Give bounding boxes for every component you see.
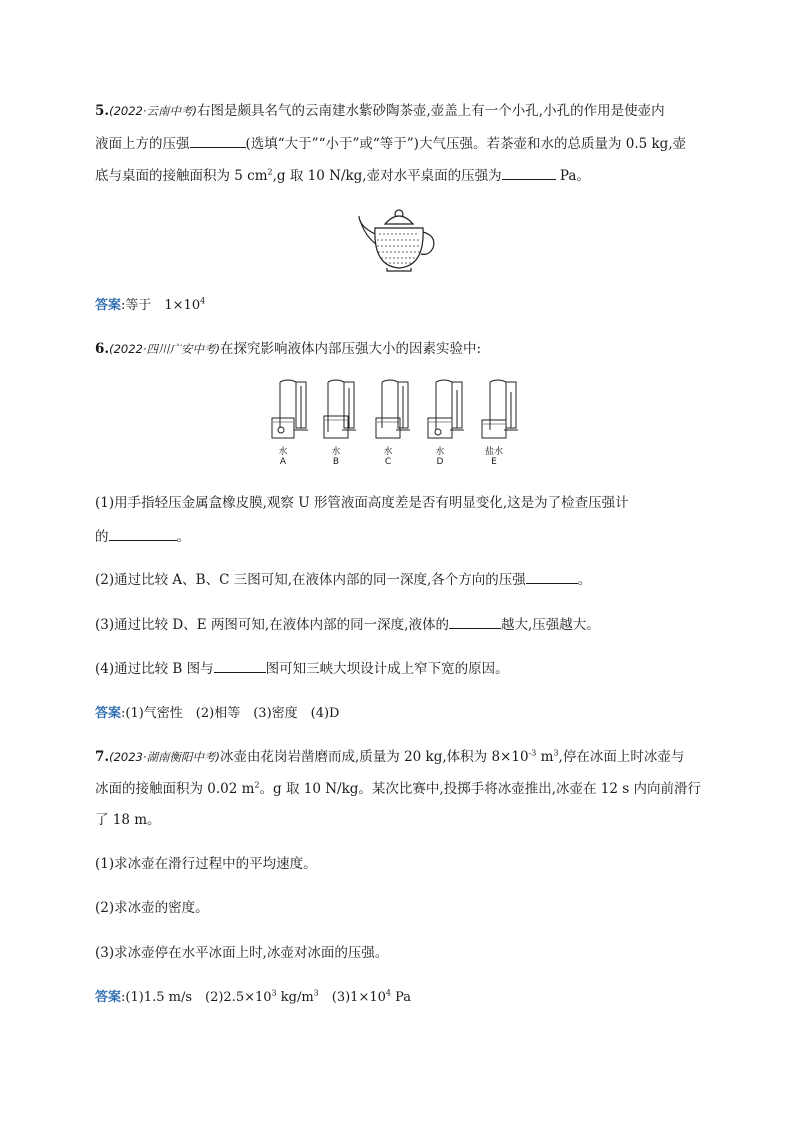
beaker-d: [428, 418, 452, 438]
q6-sub-3a: (3)通过比较 D、E 两图可知,在液体内部的同一深度,液体的: [95, 617, 449, 633]
setup-e: [482, 380, 518, 438]
q7-answer-d: Pa: [390, 990, 412, 1005]
q5-answer-label: 答案: [95, 298, 122, 313]
q5-text-2b: (选填“大于”“小于”或“等于”)大气压强。若茶壶和水的总质量为 0.5 kg,壶: [245, 136, 687, 152]
q7-sup-3: 2: [254, 780, 260, 790]
q5-text-3b: ,g 取 10 N/kg,壶对水平桌面的压强为: [272, 168, 502, 184]
q7-sub-2: [95, 899, 209, 917]
q6-sub-1: [95, 494, 629, 512]
q7-sub-1: [95, 855, 317, 873]
q6-sub-2a: (2)通过比较 A、B、C 三图可知,在液体内部的同一深度,各个方向的压强: [95, 572, 526, 588]
q6-line-1: [95, 340, 481, 358]
setup-b: [324, 380, 356, 438]
q6-intro: 在探究影响液体内部压强大小的因素实验中:: [220, 341, 482, 357]
q7-text-1a: 冰壶由花岗岩凿磨而成,质量为 20 kg,体积为 8×10: [220, 749, 529, 765]
fig-label-c: 水 C: [383, 447, 393, 467]
q6-blank-4[interactable]: [214, 659, 266, 673]
q6-sub-4: [95, 659, 509, 678]
q7-sup-1: -3: [528, 748, 537, 758]
q6-sub-4b: 图可知三峡大坝设计成上窄下宽的原因。: [265, 661, 509, 677]
q5-text-2a: 液面上方的压强: [95, 136, 190, 152]
q6-sub-3: [95, 615, 600, 634]
setup-c: [376, 380, 410, 438]
q5-text-3c: Pa。: [555, 168, 590, 184]
q6-answer-label: 答案: [95, 706, 122, 721]
fig-label-e: 盐水 E: [484, 447, 503, 467]
q6-sub-1b: 的: [95, 529, 109, 545]
q5-text-3a: 底与桌面的接触面积为 5 cm: [95, 168, 268, 184]
beaker-e: [482, 420, 506, 438]
beaker-c: [376, 418, 400, 438]
q6-blank-3[interactable]: [449, 615, 501, 629]
q6-sub-3b: 越大,压强越大。: [500, 617, 600, 633]
teapot-spout-lower: [360, 220, 376, 244]
q5-blank-1[interactable]: [190, 134, 246, 148]
q7-answer-b: kg/m: [276, 990, 314, 1005]
q7-sup-2: 3: [553, 748, 559, 758]
q6-sub-1c: 。: [176, 529, 190, 545]
q5-line-2: [95, 134, 686, 153]
q5-sup: 2: [267, 167, 273, 177]
hose-d: [436, 380, 452, 382]
q7-answer-label: 答案: [95, 990, 122, 1005]
q7-text-2b: 。g 取 10 N/kg。某次比赛中,投掷手将冰壶推出,冰壶在 12 s 内向前滑行: [259, 781, 701, 797]
q5-line-3: [95, 166, 590, 185]
setup-d: [428, 380, 464, 438]
fig-label-d: 水 D: [435, 447, 445, 467]
hose-a: [280, 380, 296, 382]
q7-line-2: [95, 780, 701, 798]
q7-text-1b: m: [536, 749, 554, 765]
probe-a: [278, 427, 284, 433]
q6-blank-1[interactable]: [109, 527, 177, 541]
q6-sub-2b: 。: [577, 572, 592, 588]
q7-text-1c: ,停在冰面上时冰壶与: [558, 749, 685, 765]
q5-answer: [95, 297, 205, 315]
teapot-lid: [385, 216, 413, 224]
q6-answer-text: :(1)气密性 (2)相等 (3)密度 (4)D: [121, 706, 340, 721]
q6-sub-4a: (4)通过比较 B 图与: [95, 661, 214, 677]
fig-label-b: 水 B: [331, 447, 341, 467]
q7-sub-3-text: (3)求冰壶停在水平冰面上时,冰壶对冰面的压强。: [95, 945, 389, 961]
hose-c: [382, 380, 398, 382]
hose-b: [328, 380, 344, 382]
hose-e: [490, 380, 506, 382]
q7-answer-sup-2: 3: [313, 988, 319, 998]
q7-line-3: [95, 811, 161, 829]
q6-sub-1-text: (1)用手指轻压金属盒橡皮膜,观察 U 形管液面高度差是否有明显变化,这是为了检查压强计: [95, 495, 629, 511]
q5-answer-text: :等于 1×10: [121, 298, 201, 313]
q6-answer: [95, 705, 339, 723]
q5-blank-2[interactable]: [502, 166, 556, 180]
q7-text-3: 了 18 m。: [95, 812, 161, 828]
q6-number: 6.: [95, 341, 110, 357]
q7-sub-2-text: (2)求冰壶的密度。: [95, 900, 209, 916]
q5-source: (2022·云南中考): [109, 104, 197, 118]
setup-a: [272, 380, 308, 438]
q7-sub-1-text: (1)求冰壶在滑行过程中的平均速度。: [95, 856, 317, 872]
q7-text-2a: 冰面的接触面积为 0.02 m: [95, 781, 255, 797]
pressure-experiment-figure: [268, 378, 530, 444]
q6-sub-1-cont: [95, 527, 190, 546]
q5-text-1: 右图是颇具名气的云南建水紫砂陶茶壶,壶盖上有一个小孔,小孔的作用是使壶内: [197, 103, 665, 119]
fig-label-a: 水 A: [278, 447, 288, 467]
q7-answer-sup-1: 3: [271, 988, 277, 998]
probe-d: [435, 429, 441, 435]
q7-answer-sup-3: 4: [385, 988, 391, 998]
q7-answer-c: (3)1×10: [318, 990, 386, 1005]
q7-answer: [95, 989, 411, 1007]
q7-answer-a: :(1)1.5 m/s (2)2.5×10: [121, 990, 272, 1005]
q6-blank-2[interactable]: [526, 570, 578, 584]
q6-source: (2022·四川广安中考): [109, 342, 220, 356]
q7-source: (2023·湖南衡阳中考): [109, 750, 220, 764]
q6-sub-2: [95, 570, 591, 589]
q7-number: 7.: [95, 749, 110, 765]
teapot-figure: [355, 202, 437, 272]
q5-answer-sup: 4: [200, 296, 206, 306]
q7-sub-3: [95, 944, 388, 962]
q7-line-1: [95, 748, 684, 766]
q5-number: 5.: [95, 103, 110, 119]
q5-line-1: [95, 102, 665, 120]
